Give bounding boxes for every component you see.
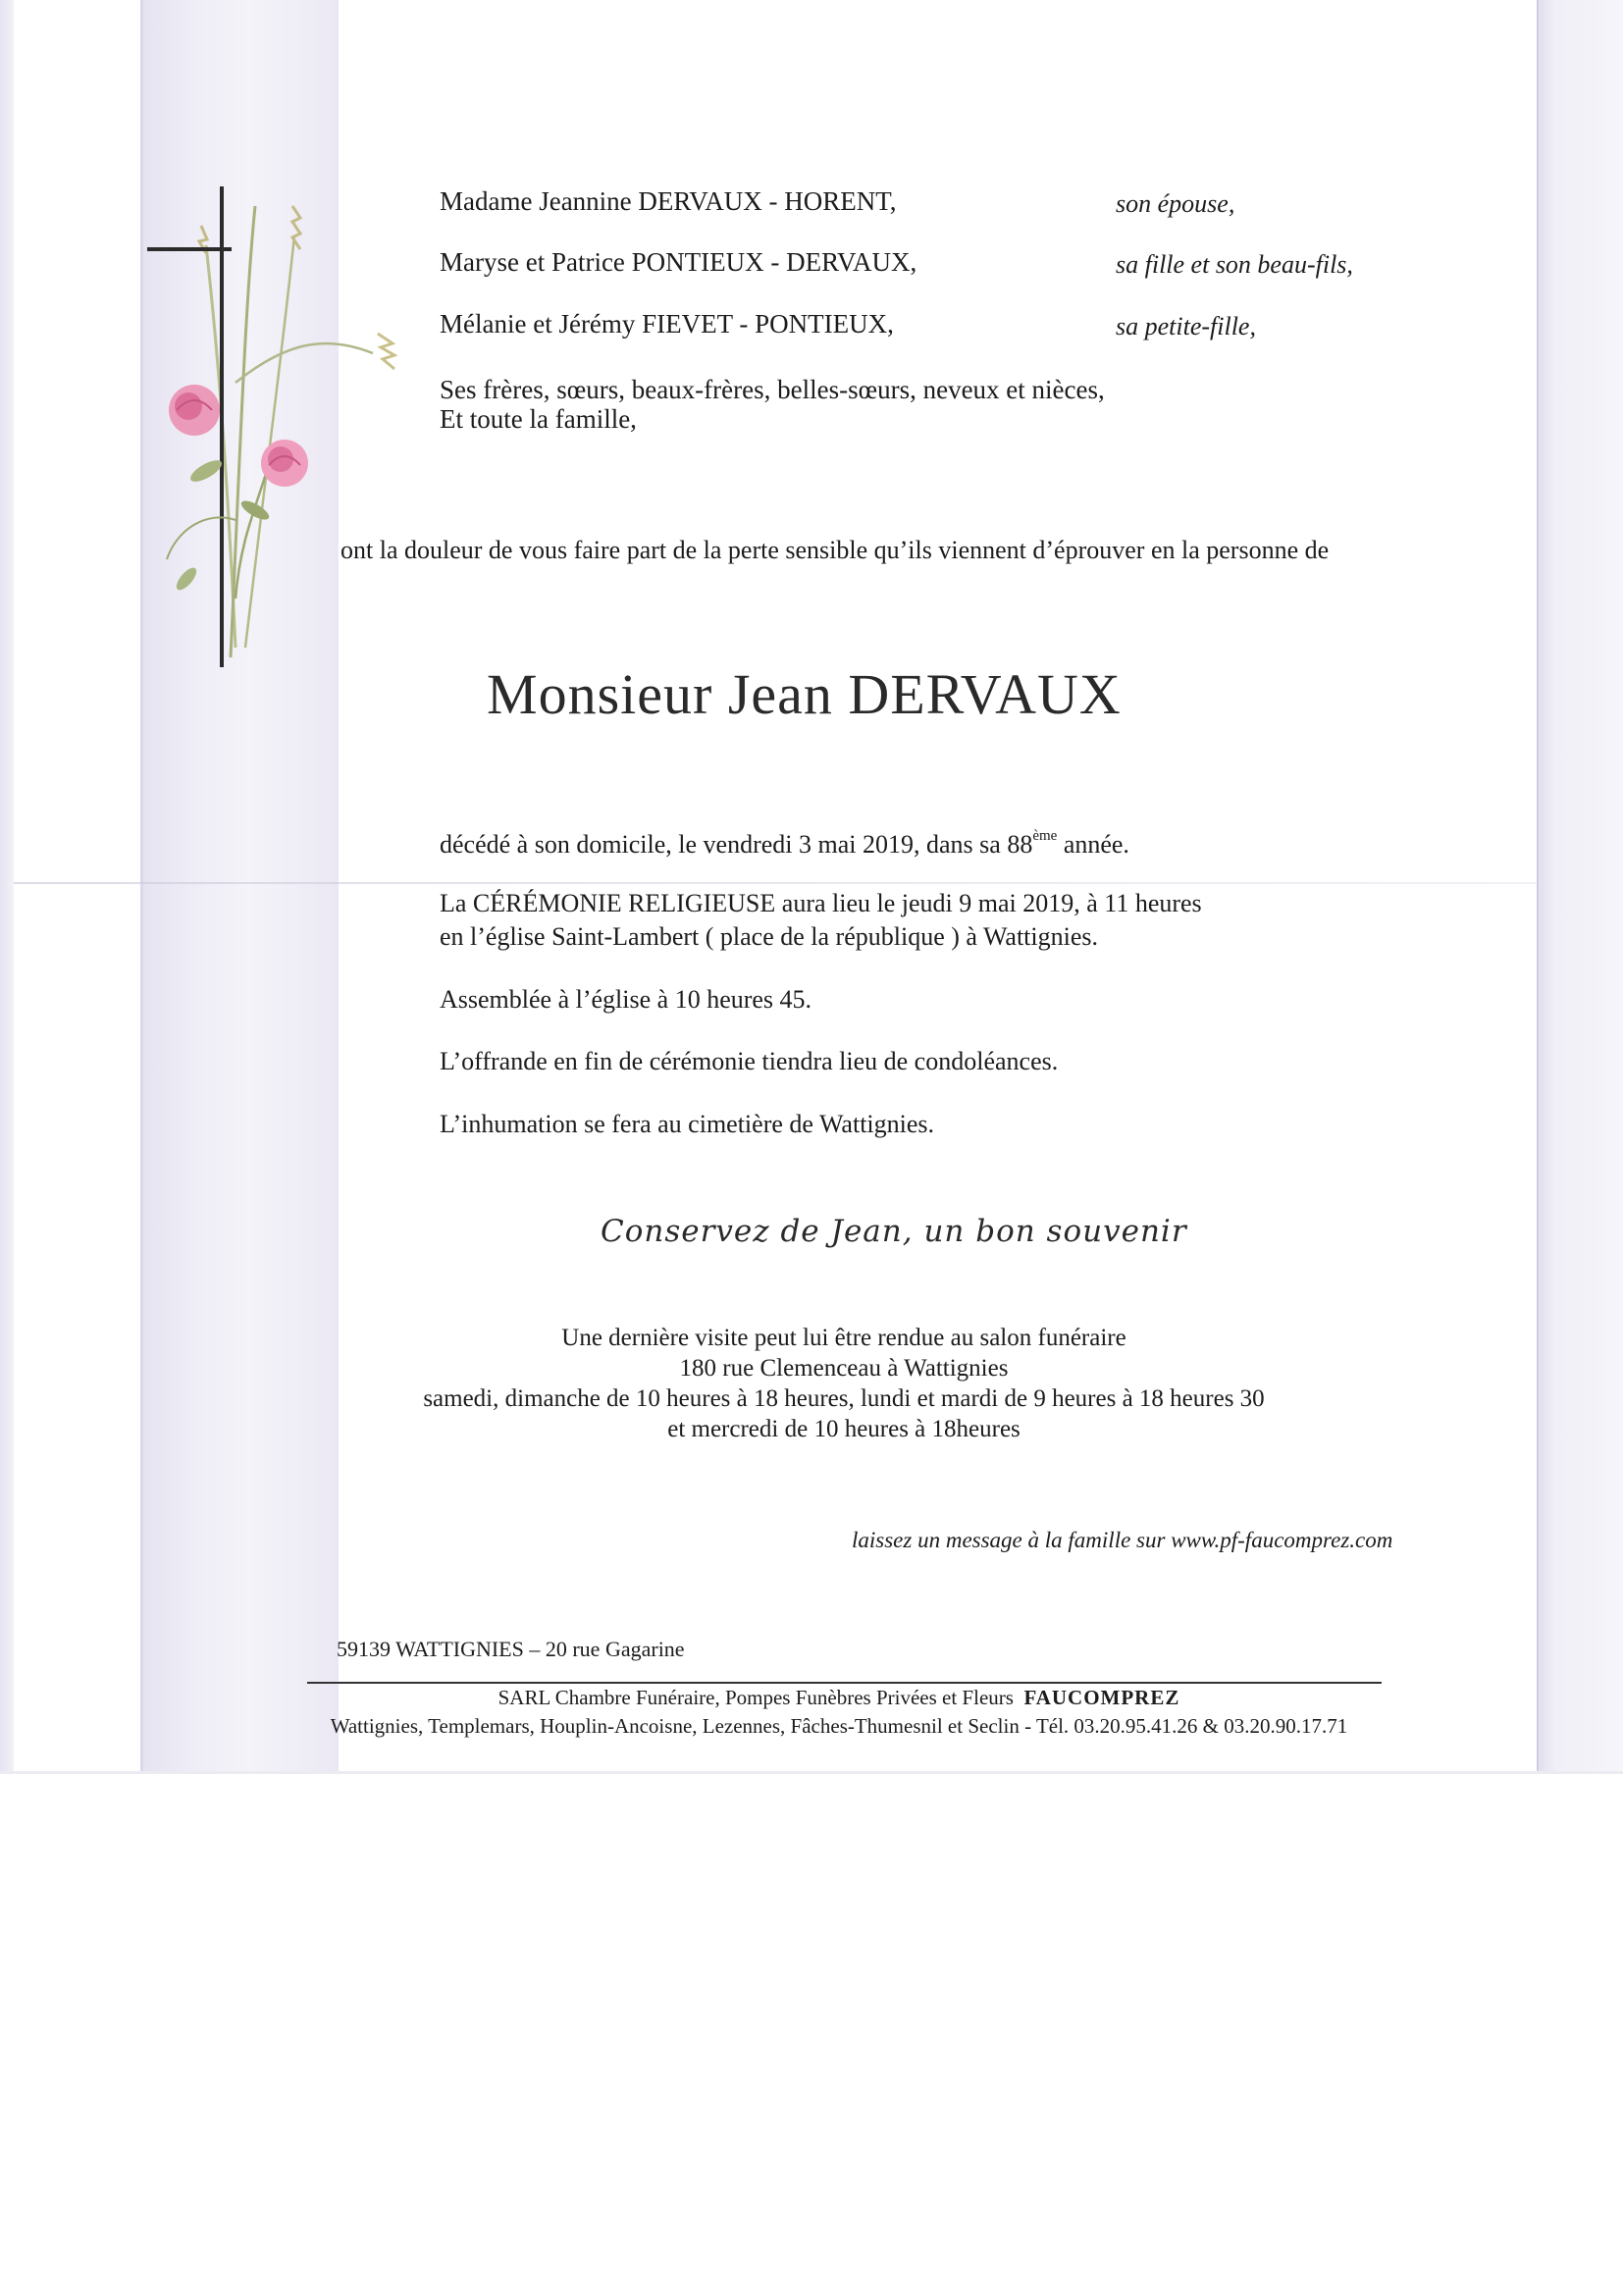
footer-divider [307,1682,1382,1684]
assembly-info: Assemblée à l’église à 10 heures 45. [440,985,812,1014]
visit-line-4: et mercredi de 10 heures à 18heures [667,1416,1021,1442]
family-name-1: Madame Jeannine DERVAUX - HORENT, [440,186,897,216]
family-name-3: Mélanie et Jérémy FIEVET - PONTIEUX, [440,309,894,339]
firm-towns-phone: Wattignies, Templemars, Houplin-Ancoisne, Lezennes, Fâches-Thumesnil et Seclin - Tél. 03.20.95.41.26 & 03.20.90.17.71 [330,1714,1348,1738]
family-name-2: Maryse et Patrice PONTIEUX - DERVAUX, [440,247,917,277]
scan-edge-right [1537,0,1623,1771]
burial-info: L’inhumation se fera au cimetière de Wattignies. [440,1110,935,1138]
death-text-end: année. [1057,830,1129,859]
visit-line-3: samedi, dimanche de 10 heures à 18 heures, lundi et mardi de 9 heures à 18 heures 30 [423,1385,1265,1412]
family-relation-1: son épouse, [1116,189,1235,218]
ceremony-line-2: en l’église Saint-Lambert ( place de la république ) à Wattignies. [440,922,1099,951]
ordinal-suffix: ème [1032,828,1058,844]
scan-edge-line [1537,0,1539,1771]
family-relation-3: sa petite-fille, [1116,312,1256,340]
funeral-firm [280,1686,1398,1710]
visit-line-2: 180 rue Clemenceau à Wattignies [679,1355,1009,1382]
scan-edge-left [0,0,14,1771]
ceremony-line-1: La CÉRÉMONIE RELIGIEUSE aura lieu le jeudi 9 mai 2019, à 11 heures [440,889,1202,917]
firm-description: SARL Chambre Funéraire, Pompes Funèbres Privées et Fleurs [497,1686,1014,1709]
deceased-name: Monsieur Jean DERVAUX [487,662,1122,726]
offering-info: L’offrande en fin de cérémonie tiendra lieu de condoléances. [440,1047,1059,1075]
memory-phrase: Conservez de Jean, un bon souvenir [601,1214,1187,1249]
extended-family-line-2: Et toute la famille, [440,404,637,434]
firm-name: FAUCOMPREZ [1023,1686,1180,1709]
ribbon-edge [140,0,143,1771]
family-relation-2: sa fille et son beau-fils, [1116,250,1353,279]
cross-roses-illustration [147,186,422,677]
message-website: laissez un message à la famille sur www.pf-faucomprez.com [852,1528,1393,1552]
death-notice [440,830,1129,860]
announcement-text: ont la douleur de vous faire part de la perte sensible qu’ils viennent d’éprouver en la personne de [340,536,1330,564]
visit-line-1: Une dernière visite peut lui être rendue au salon funéraire [561,1325,1126,1351]
fold-line [14,882,1537,884]
extended-family-line-1: Ses frères, sœurs, beaux-frères, belles-sœurs, neveux et nièces, [440,375,1105,404]
death-text: décédé à son domicile, le vendredi 3 mai 2019, dans sa 88 [440,830,1033,859]
funeral-home-address: 59139 WATTIGNIES – 20 rue Gagarine [337,1637,685,1661]
scan-bottom-edge [0,1771,1623,1774]
